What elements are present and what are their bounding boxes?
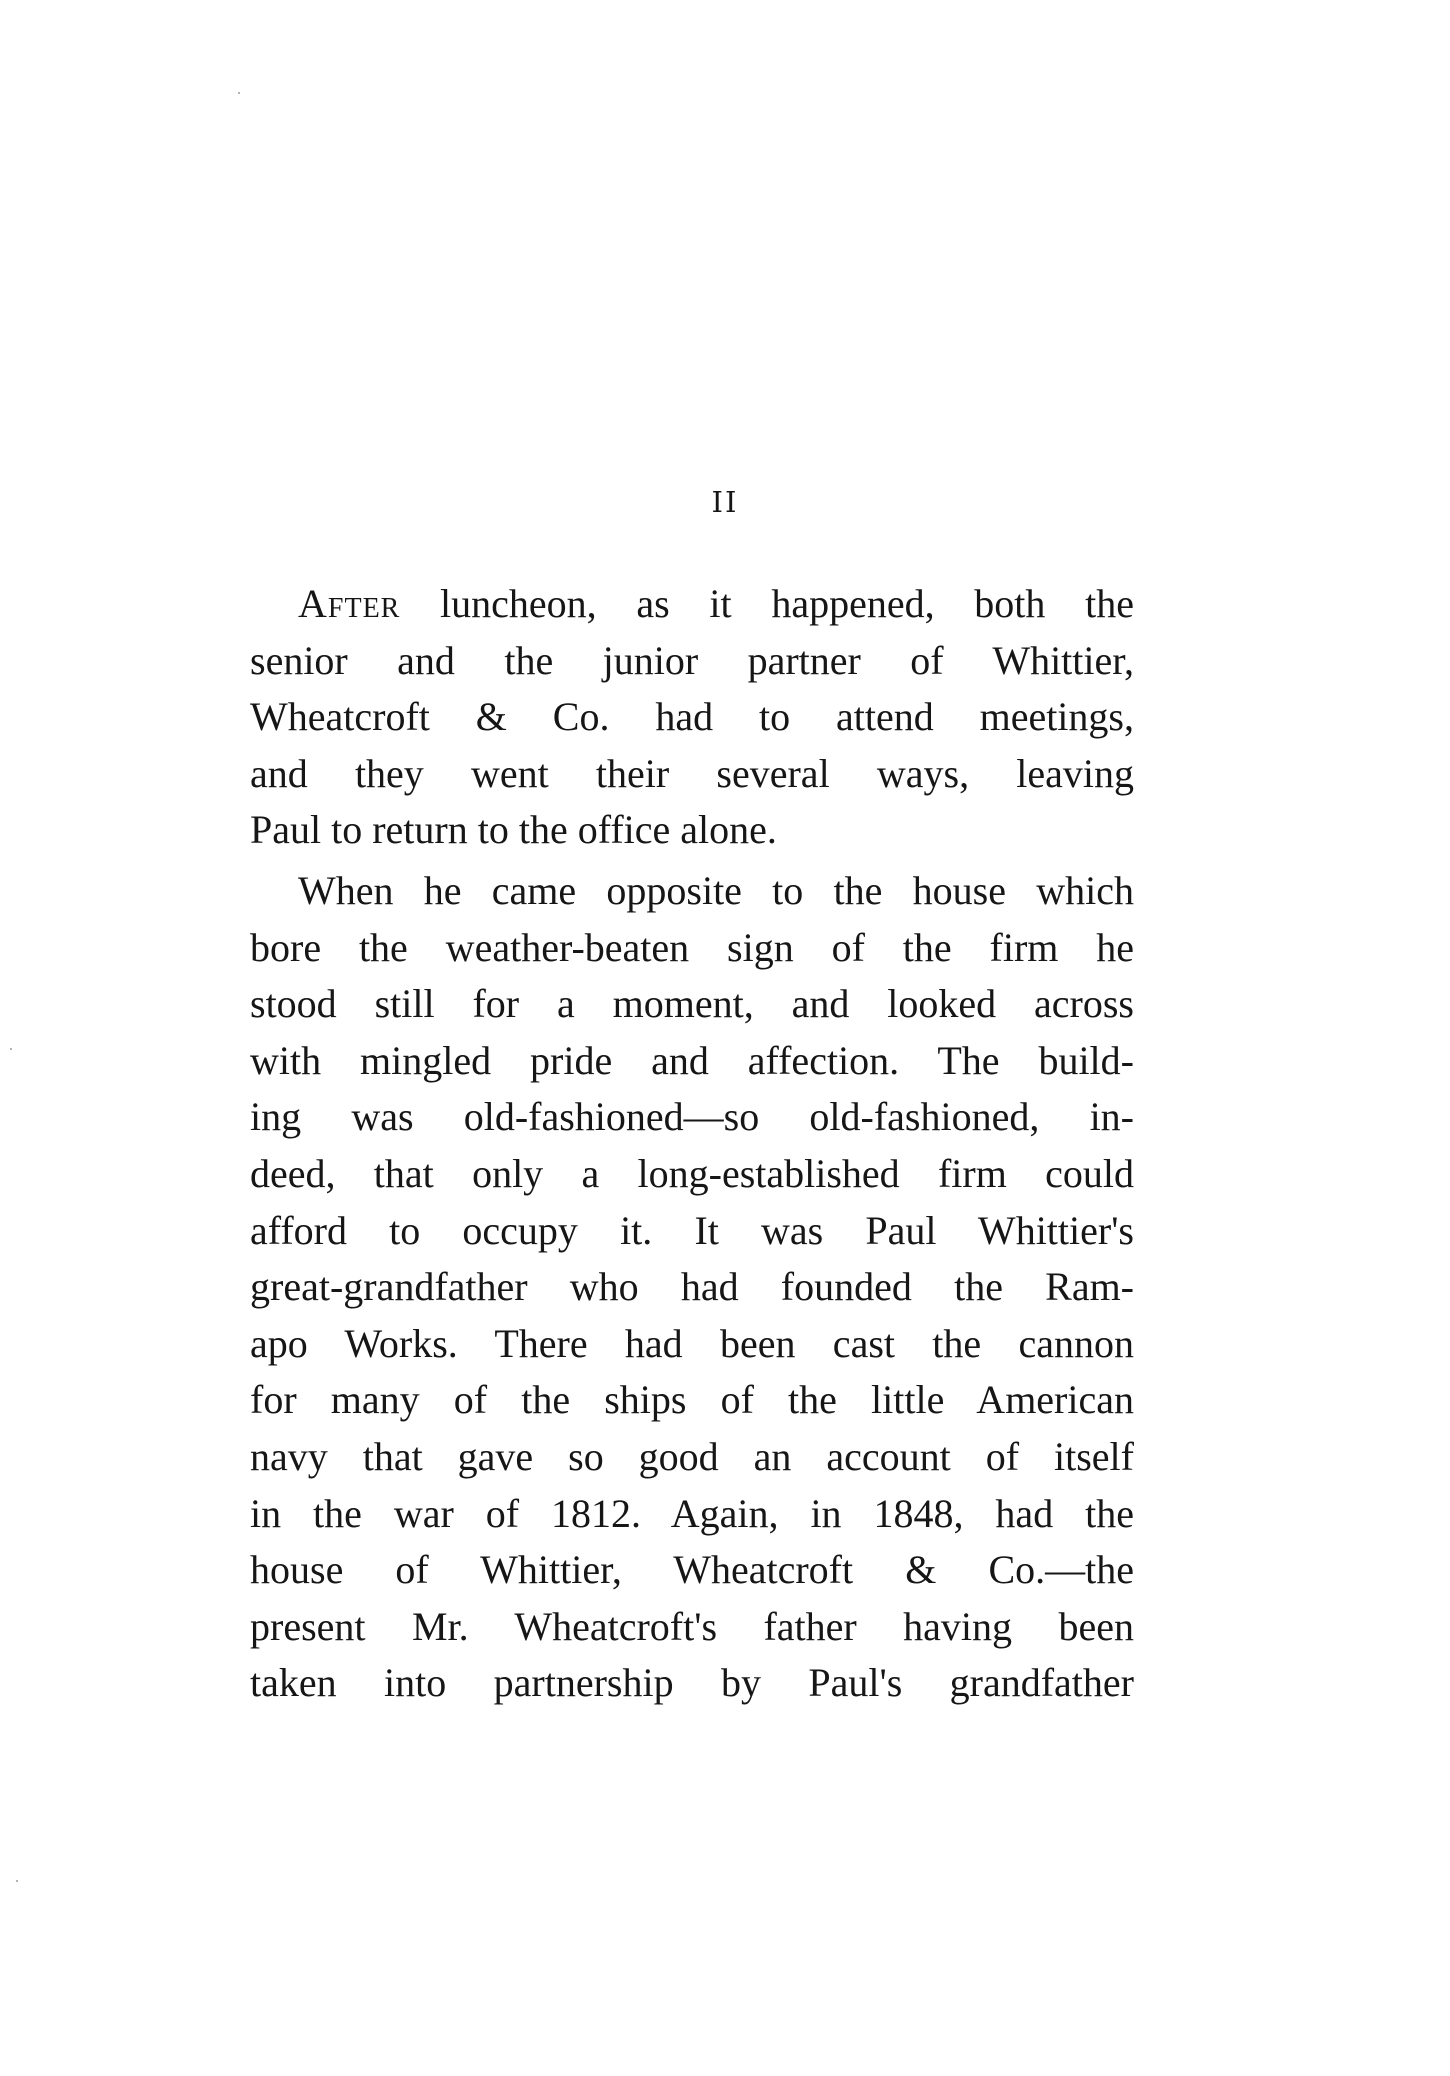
text-line: taken into partnership by Paul's grandfather	[250, 1660, 1134, 1706]
text-line: apo Works. There had been cast the cannon	[250, 1320, 1134, 1366]
text-line: stood still for a moment, and looked across	[250, 981, 1134, 1027]
text-line: and they went their several ways, leaving	[250, 750, 1134, 796]
text-line: deed, that only a long-established firm could	[250, 1150, 1134, 1196]
chapter-heading: II	[711, 485, 739, 519]
paragraph-1	[250, 576, 1134, 859]
text-line: with mingled pride and affection. The build-	[250, 1037, 1134, 1083]
text-line: When he came opposite to the house which	[298, 867, 1134, 913]
scan-speck	[10, 1048, 12, 1050]
text-line: bore the weather-beaten sign of the firm he	[250, 924, 1134, 970]
text-line: After luncheon, as it happened, both the	[298, 581, 1134, 626]
opening-word: After	[298, 581, 401, 626]
paragraph-2	[250, 863, 1134, 1712]
body-text	[250, 576, 1134, 1712]
text-line: Paul to return to the office alone.	[250, 807, 777, 853]
text-line: Wheatcroft & Co. had to attend meetings,	[250, 694, 1134, 740]
text-line: navy that gave so good an account of itself	[250, 1433, 1134, 1479]
scan-speck	[16, 1880, 18, 1882]
text-line: great-grandfather who had founded the Ram-	[250, 1264, 1134, 1310]
scan-speck	[238, 92, 240, 94]
text-line: afford to occupy it. It was Paul Whittier's	[250, 1207, 1134, 1253]
text-line: present Mr. Wheatcroft's father having been	[250, 1603, 1134, 1649]
text-line: for many of the ships of the little American	[250, 1377, 1134, 1423]
text-line: senior and the junior partner of Whittier,	[250, 637, 1134, 683]
text-line: in the war of 1812. Again, in 1848, had the	[250, 1490, 1134, 1536]
text-line: house of Whittier, Wheatcroft & Co.—the	[250, 1547, 1134, 1593]
text-line: ing was old-fashioned—so old-fashioned, in-	[250, 1094, 1134, 1140]
